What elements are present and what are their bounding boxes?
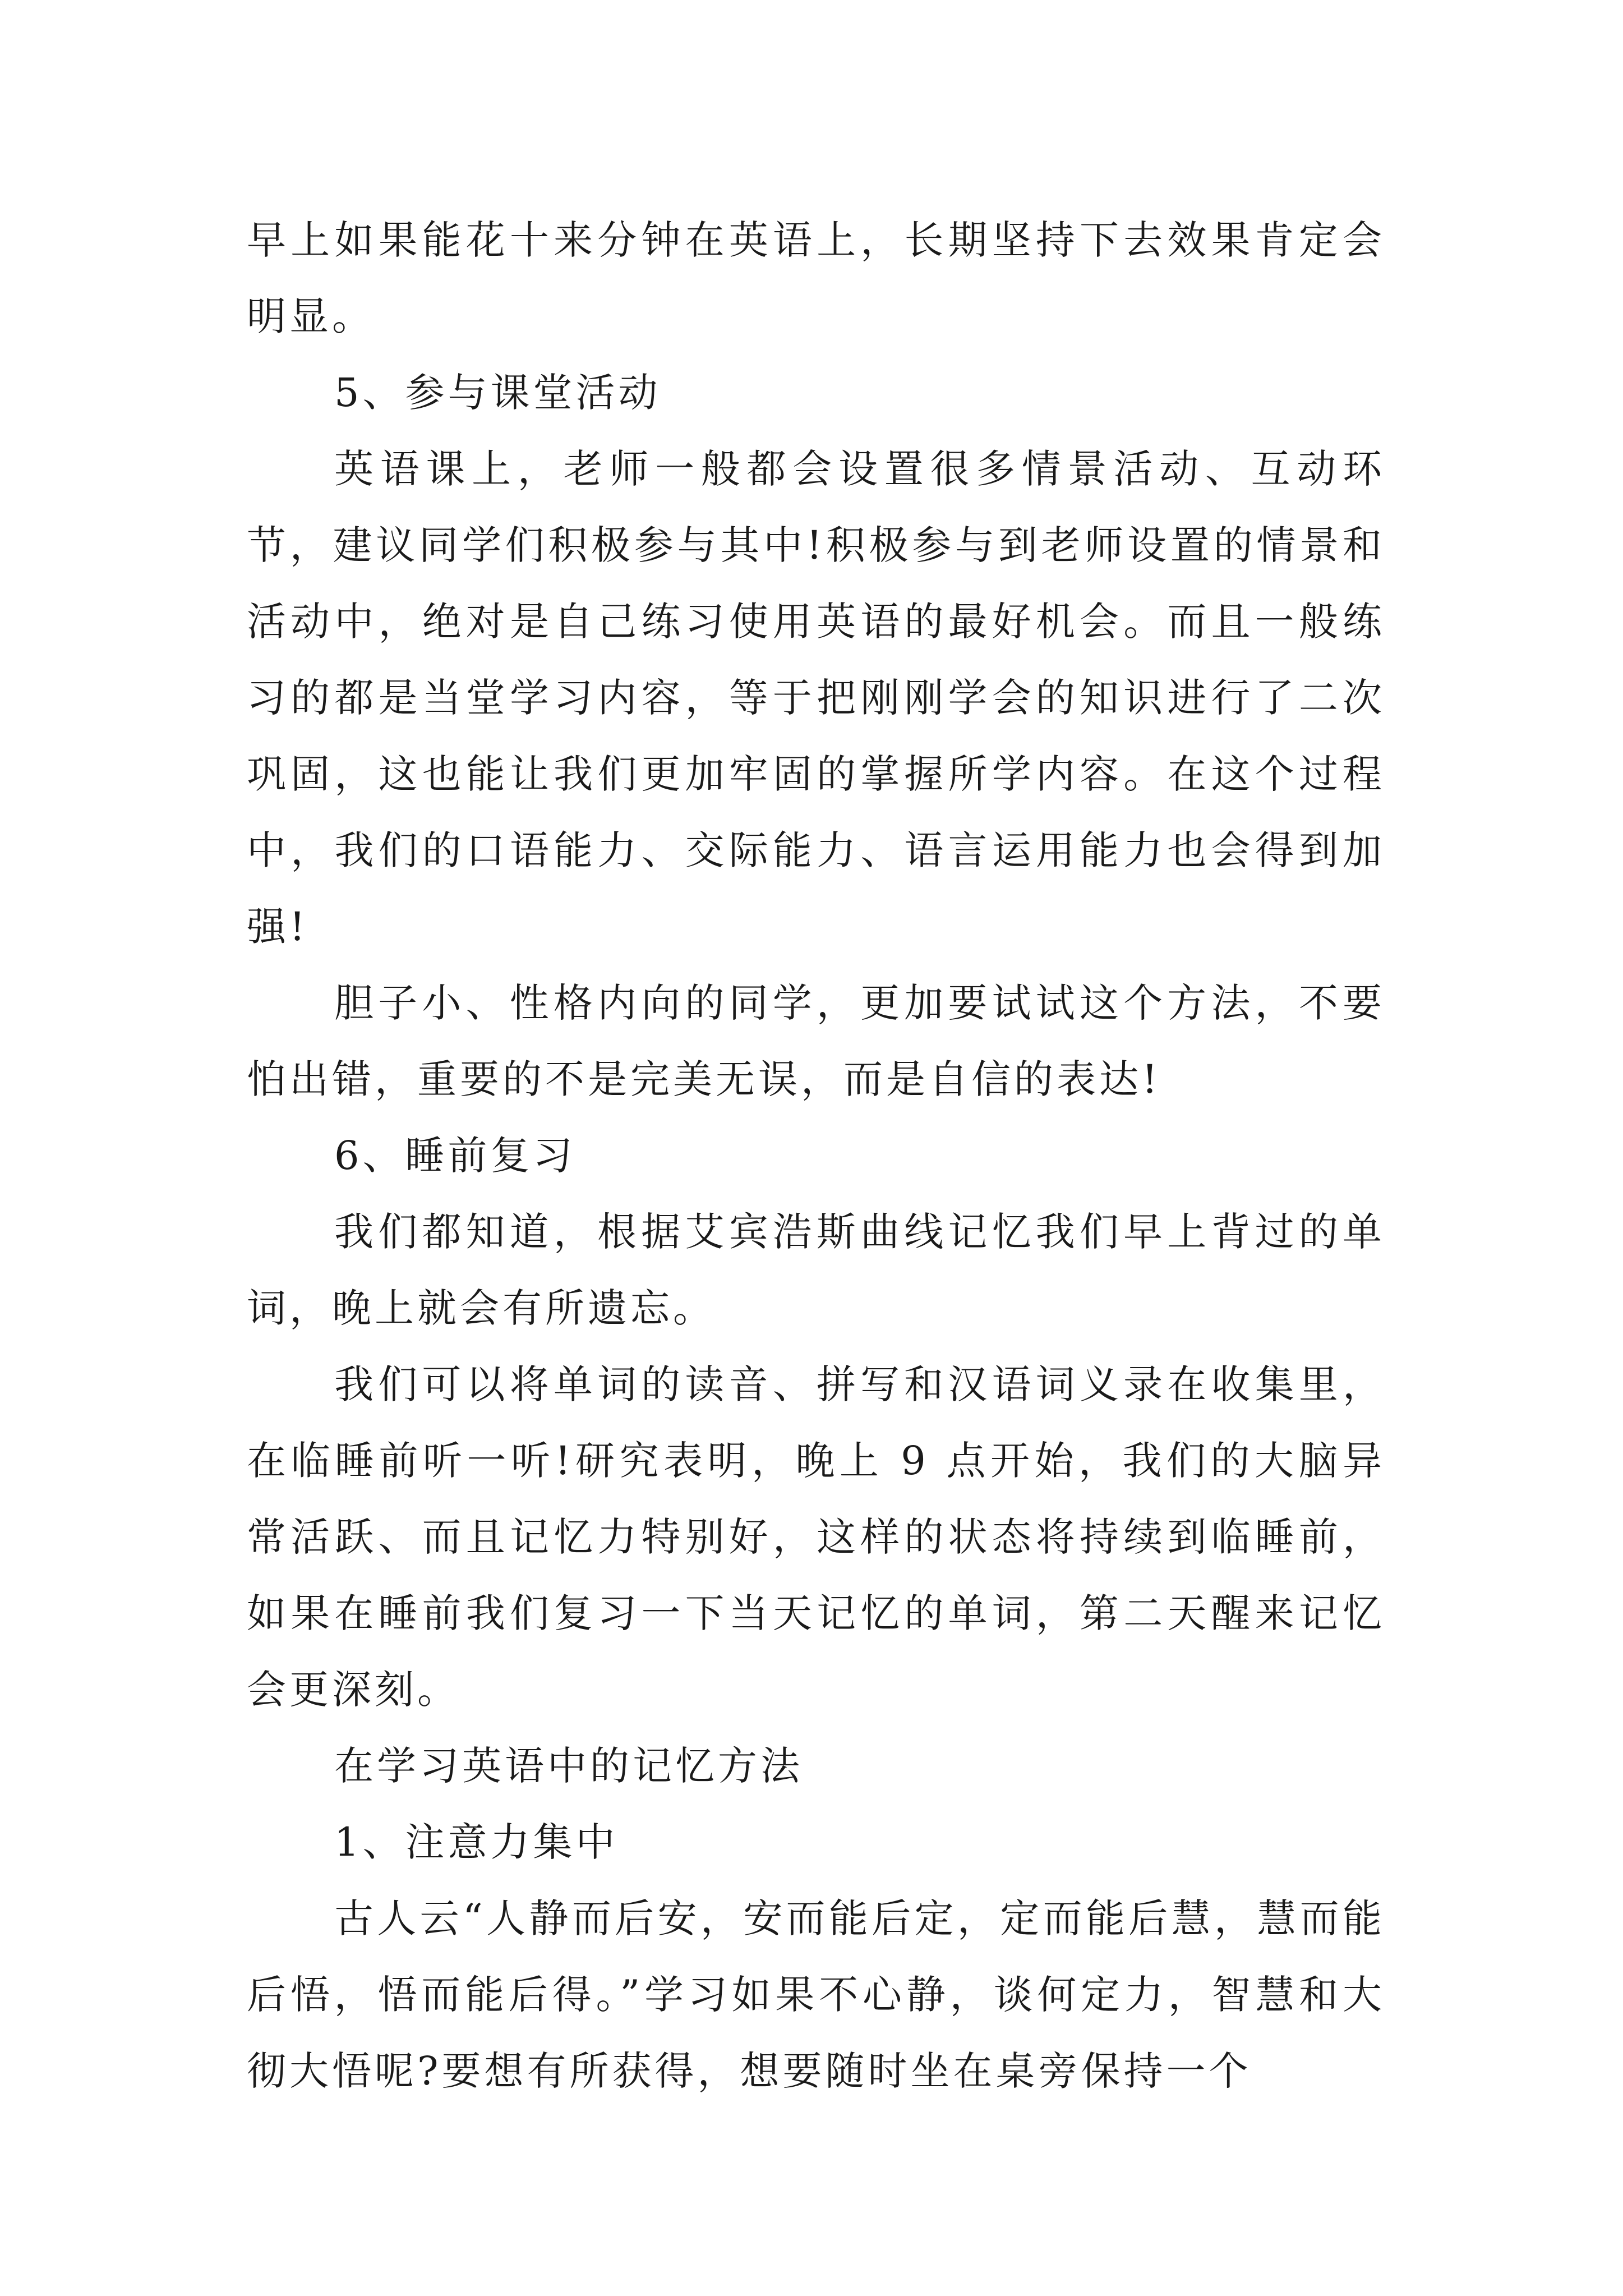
paragraph-shy-students: 胆子小、性格内向的同学，更加要试试这个方法，不要怕出错，重要的不是完美无误，而是自信的表达! (247, 980, 1385, 1102)
paragraph-ebbinghaus: 我们都知道，根据艾宾浩斯曲线记忆我们早上背过的单词，晚上就会有所遗忘。 (247, 1209, 1385, 1331)
section-heading-6: 6、睡前复习 (334, 1133, 576, 1179)
section-title-memory-methods: 在学习英语中的记忆方法 (334, 1743, 803, 1789)
paragraph-classroom-activities: 英语课上，老师一般都会设置很多情景活动、互动环节，建议同学们积极参与其中!积极参与到老师设置的情景和活动中，绝对是自己练习使用英语的最好机会。而且一般练习的都是当堂学习内容，等于把刚刚学会的知识进行了二次巩固，这也能让我们更加牢固的掌握所学内容。在这个过程中，我们的口语能力、交际能力、语言运用能力也会得到加强! (247, 446, 1385, 950)
section-heading-5: 5、参与课堂活动 (334, 370, 661, 416)
paragraph-concentration: 古人云“人静而后安，安而能后定，定而能后慧，慧而能后悟，悟而能后得。”学习如果不心静，谈何定力，智慧和大彻大悟呢?要想有所获得，想要随时坐在桌旁保持一个 (247, 1895, 1385, 2094)
section-heading-1: 1、注意力集中 (334, 1819, 619, 1865)
document-body (247, 202, 1385, 2109)
paragraph-continuation: 早上如果能花十来分钟在英语上，长期坚持下去效果肯定会明显。 (247, 217, 1385, 339)
paragraph-bedtime-review: 我们可以将单词的读音、拼写和汉语词义录在收集里，在临睡前听一听!研究表明，晚上 9 点开始，我们的大脑异常活跃、而且记忆力特别好，这样的状态将持续到临睡前，如果在睡前我们复习一下当天记忆的单词，第二天醒来记忆会更深刻。 (247, 1361, 1385, 1713)
